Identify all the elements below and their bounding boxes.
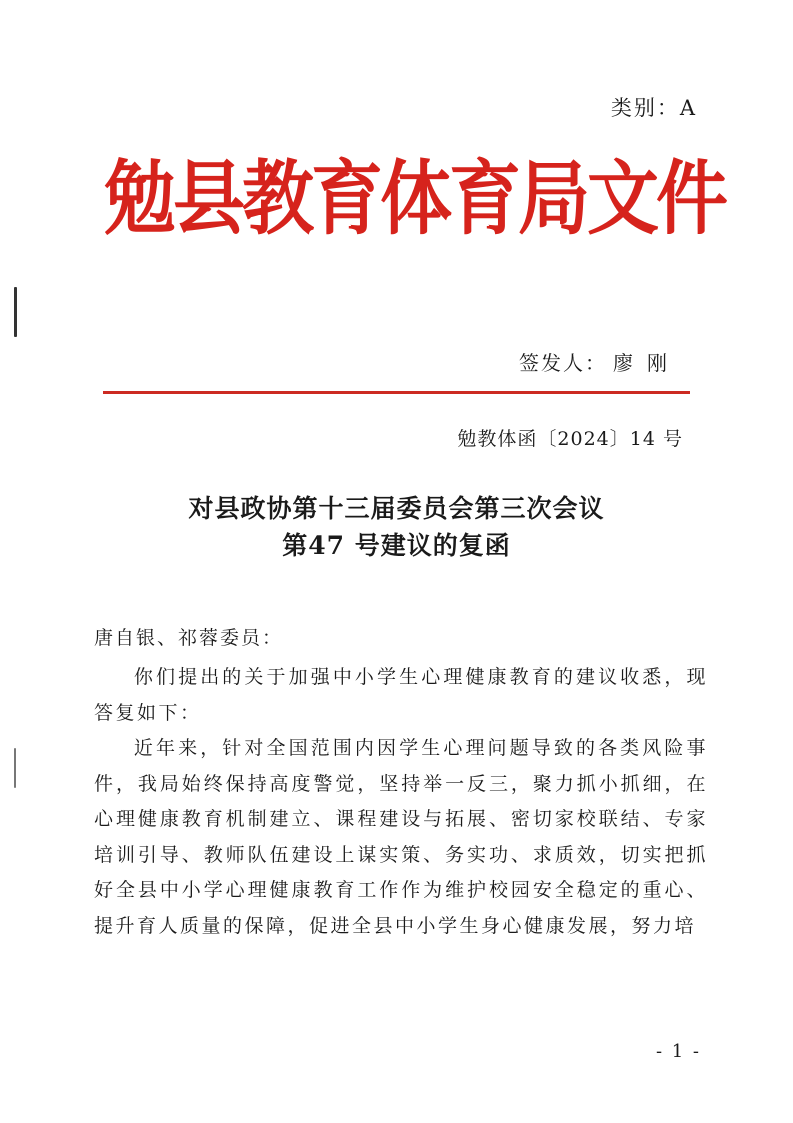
issuer-label: 签发人： — [519, 351, 607, 375]
binding-punch-mark — [14, 287, 17, 337]
salutation: 唐自银、祁蓉委员： — [94, 627, 284, 649]
issuer-line — [519, 347, 681, 376]
letterhead-separator-rule — [103, 391, 690, 394]
binding-punch-mark — [14, 748, 16, 788]
title-line-1: 对县政协第十三届委员会第三次会议 — [188, 494, 605, 523]
body-paragraph: 近年来，针对全国范围内因学生心理问题导致的各类风险事件，我局始终保持高度警觉，坚持举一反三，聚力抓小抓细，在心理健康教育机制建立、课程建设与拓展、密切家校联结、专家培训引导、教师队伍建设上谋实策、务实功、求质效，切实把抓好全县中小学心理健康教育工作作为维护校园安全稳定的重心、提升育人质量的保障，促进全县中小学生身心健康发展，努力培 — [94, 737, 708, 937]
page-number: - 1 - — [655, 1041, 701, 1062]
document-category: 类别：A — [610, 96, 697, 120]
issuer-name: 廖刚 — [613, 351, 681, 375]
document-number: 勉教体函〔2024〕14 号 — [457, 428, 683, 450]
body-text — [94, 660, 708, 944]
body-paragraph: 你们提出的关于加强中小学生心理健康教育的建议收悉，现答复如下： — [94, 666, 708, 724]
agency-letterhead: 勉县教育体育局文件 — [104, 151, 726, 246]
title-line-2: 第47 号建议的复函 — [282, 531, 511, 560]
document-title — [90, 490, 703, 564]
